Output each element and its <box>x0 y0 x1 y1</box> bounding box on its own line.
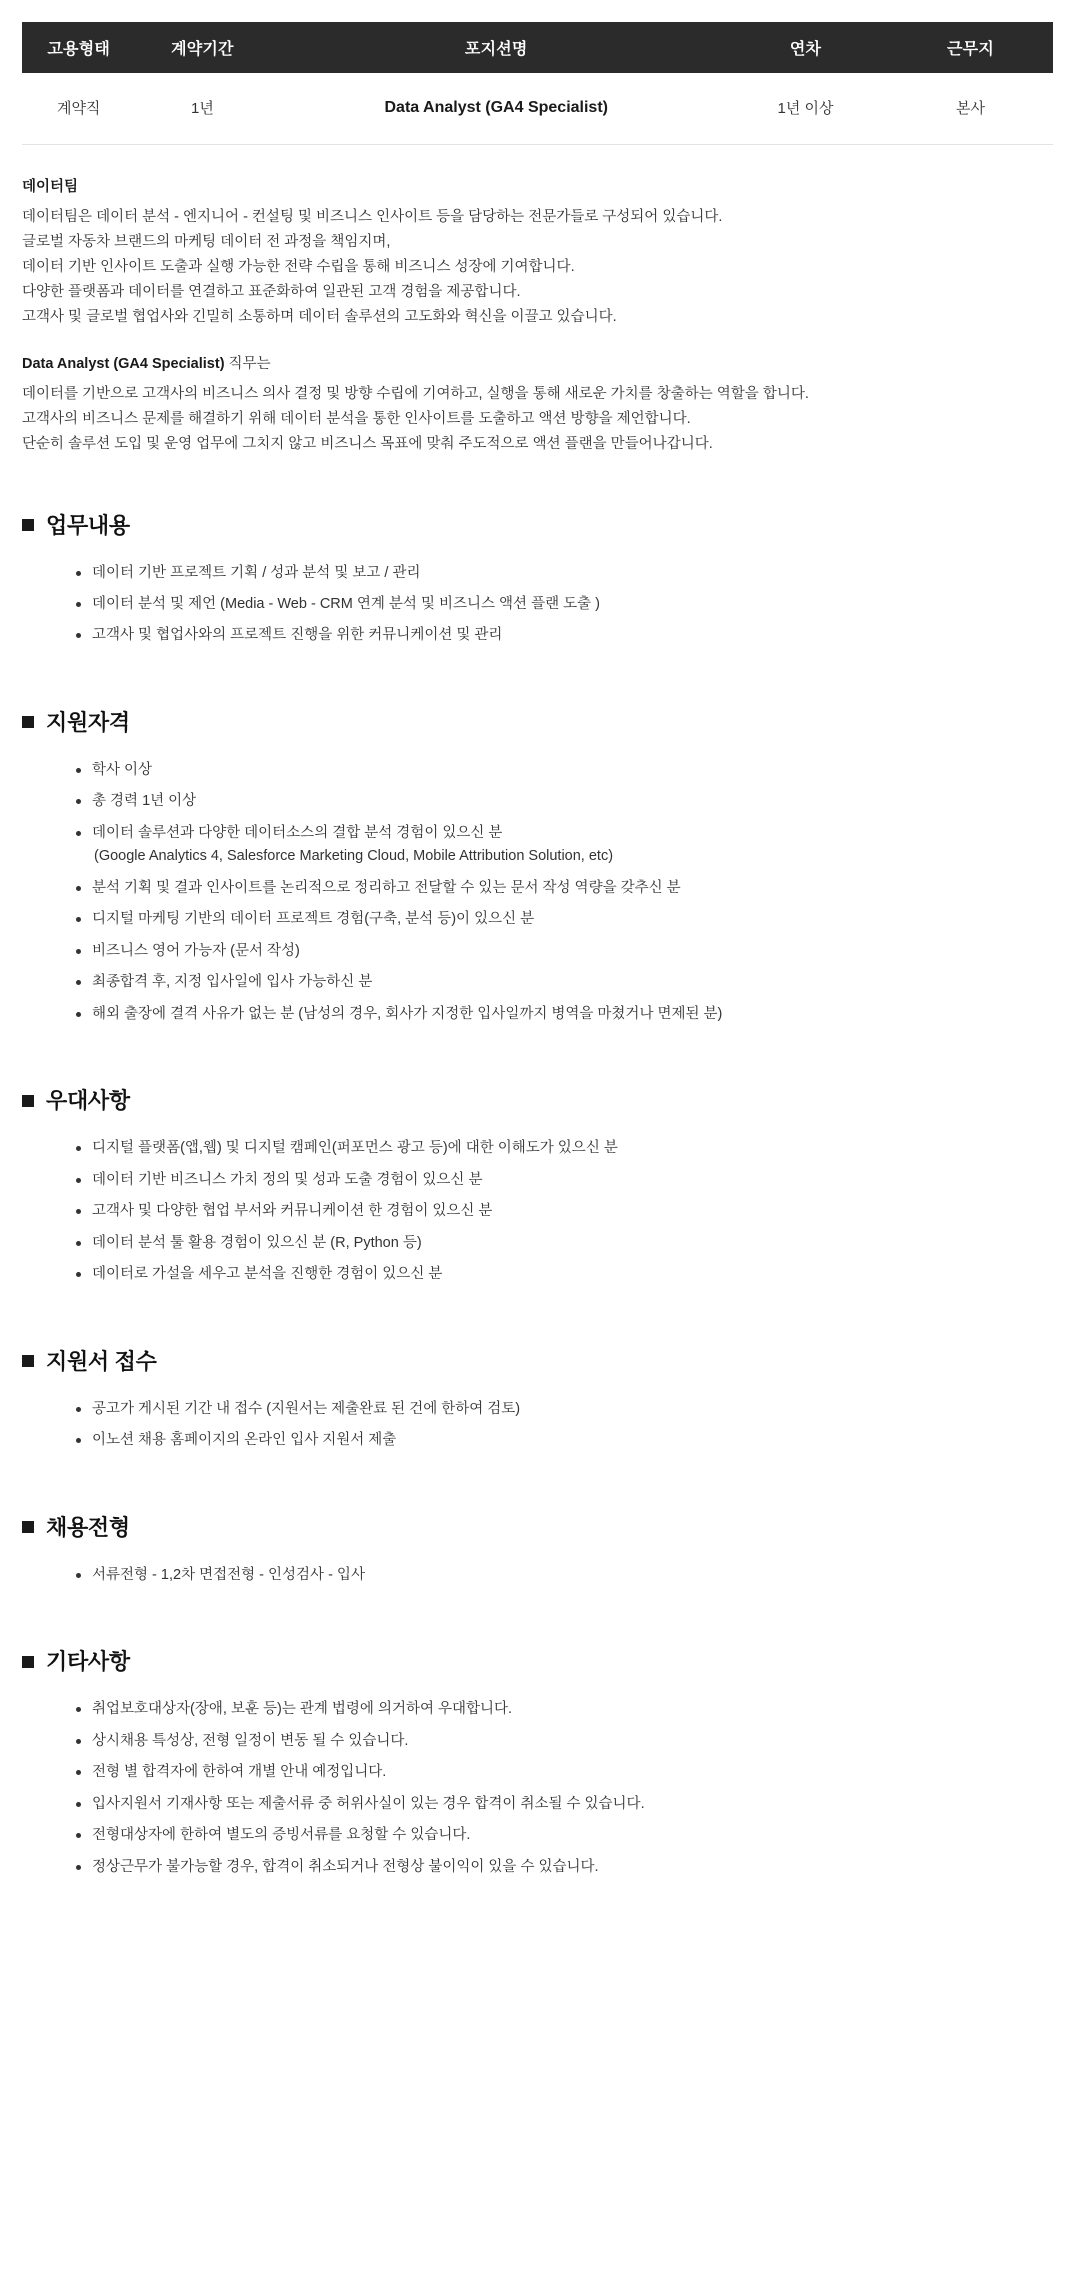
intro-spacer <box>22 330 1053 352</box>
list-item: 데이터 기반 비즈니스 가치 정의 및 성과 도출 경험이 있으신 분 <box>76 1169 1053 1192</box>
list-item: 분석 기획 및 결과 인사이트를 논리적으로 정리하고 전달할 수 있는 문서 작성 역량을 갖추신 분 <box>76 877 1053 900</box>
section-title-text: 기타사항 <box>46 1649 130 1675</box>
list-item: 정상근무가 불가능할 경우, 합격이 취소되거나 전형상 불이익이 있을 수 있습니다. <box>76 1856 1053 1879</box>
role-line-2: 고객사의 비즈니스 문제를 해결하기 위해 데이터 분석을 통한 인사이트를 도출하고 액션 방향을 제언합니다. <box>22 410 691 427</box>
list-item: 데이터 분석 툴 활용 경험이 있으신 분 (R, Python 등) <box>76 1232 1053 1255</box>
section-duties <box>22 509 1053 648</box>
role-line-1: 데이터를 기반으로 고객사의 비즈니스 의사 결정 및 방향 수립에 기여하고, 실행을 통해 새로운 가치를 창출하는 역할을 합니다. <box>22 385 809 402</box>
list-item: 총 경력 1년 이상 <box>76 790 1053 813</box>
section-title-text: 지원서 접수 <box>46 1348 157 1374</box>
list-item: 서류전형 - 1,2차 면접전형 - 인성검사 - 입사 <box>76 1564 1053 1587</box>
role-heading <box>22 352 1053 373</box>
list-item: 고객사 및 협업사와의 프로젝트 진행을 위한 커뮤니케이션 및 관리 <box>76 624 1053 647</box>
section-title-text: 채용전형 <box>46 1514 130 1540</box>
duties-list <box>22 562 1053 648</box>
section-heading-preferred <box>22 1084 1053 1115</box>
square-bullet-icon <box>22 1355 34 1367</box>
list-item: 상시채용 특성상, 전형 일정이 변동 될 수 있습니다. <box>76 1730 1053 1753</box>
section-notes <box>22 1645 1053 1879</box>
col-header-experience: 연차 <box>723 22 888 73</box>
list-item: 최종합격 후, 지정 입사일에 입사 가능하신 분 <box>76 971 1053 994</box>
section-process <box>22 1511 1053 1587</box>
section-title-text: 지원자격 <box>46 709 130 735</box>
section-heading-notes <box>22 1645 1053 1676</box>
team-line-2: 글로벌 자동차 브랜드의 마케팅 데이터 전 과정을 책임지며, <box>22 233 391 250</box>
list-item: 공고가 게시된 기간 내 접수 (지원서는 제출완료 된 건에 한하여 검토) <box>76 1398 1053 1421</box>
team-line-1: 데이터팀은 데이터 분석 - 엔지니어 - 컨설팅 및 비즈니스 인사이트 등을 담당하는 전문가들로 구성되어 있습니다. <box>22 209 723 225</box>
list-item-text: 데이터 솔루션과 다양한 데이터소스의 결합 분석 경험이 있으신 분 <box>92 824 503 841</box>
section-heading-qualifications <box>22 706 1053 737</box>
list-item: 해외 출장에 결격 사유가 없는 분 (남성의 경우, 회사가 지정한 입사일까지 병역을 마쳤거나 면제된 분) <box>76 1003 1053 1026</box>
cell-position: Data Analyst (GA4 Specialist) <box>269 73 723 145</box>
section-qualifications <box>22 706 1053 1026</box>
role-title-suffix: 직무는 <box>224 355 271 372</box>
team-title: 데이터팀 <box>22 179 79 195</box>
summary-table <box>22 22 1053 145</box>
square-bullet-icon <box>22 1095 34 1107</box>
process-list <box>22 1564 1053 1587</box>
list-item: 데이터 기반 프로젝트 기획 / 성과 분석 및 보고 / 관리 <box>76 562 1053 585</box>
col-header-location: 근무지 <box>888 22 1053 73</box>
summary-table-body <box>22 73 1053 145</box>
list-item: 전형대상자에 한하여 별도의 증빙서류를 요청할 수 있습니다. <box>76 1824 1053 1847</box>
table-header-row <box>22 22 1053 73</box>
list-item <box>76 822 1053 869</box>
intro-block <box>0 145 1075 457</box>
summary-table-head <box>22 22 1053 73</box>
square-bullet-icon <box>22 1656 34 1668</box>
section-heading-application <box>22 1345 1053 1376</box>
team-line-3: 데이터 기반 인사이트 도출과 실행 가능한 전략 수립을 통해 비즈니스 성장에 기여합니다. <box>22 258 575 275</box>
list-item: 디지털 마케팅 기반의 데이터 프로젝트 경험(구축, 분석 등)이 있으신 분 <box>76 908 1053 931</box>
list-item: 비즈니스 영어 가능자 (문서 작성) <box>76 940 1053 963</box>
square-bullet-icon <box>22 1521 34 1533</box>
list-item-subnote: (Google Analytics 4, Salesforce Marketing Cloud, Mobile Attribution Solution, etc) <box>94 848 614 865</box>
cell-employment-type: 계약직 <box>22 73 135 145</box>
preferred-list <box>22 1137 1053 1286</box>
sections-container <box>0 457 1075 1920</box>
table-row <box>22 73 1053 145</box>
list-item: 디지털 플랫폼(앱,웹) 및 디지털 캠페인(퍼포먼스 광고 등)에 대한 이해도가 있으신 분 <box>76 1137 1053 1160</box>
list-item: 전형 별 합격자에 한하여 개별 안내 예정입니다. <box>76 1761 1053 1784</box>
list-item: 고객사 및 다양한 협업 부서와 커뮤니케이션 한 경험이 있으신 분 <box>76 1200 1053 1223</box>
team-line-5: 고객사 및 글로벌 협업사와 긴밀히 소통하며 데이터 솔루션의 고도화와 혁신을 이끌고 있습니다. <box>22 308 617 325</box>
section-application <box>22 1345 1053 1453</box>
square-bullet-icon <box>22 716 34 728</box>
team-line-4: 다양한 플랫폼과 데이터를 연결하고 표준화하여 일관된 고객 경험을 제공합니다. <box>22 283 521 300</box>
cell-location: 본사 <box>888 73 1053 145</box>
section-title-text: 업무내용 <box>46 512 130 538</box>
section-heading-process <box>22 1511 1053 1542</box>
role-title: Data Analyst (GA4 Specialist) <box>22 355 225 372</box>
section-preferred <box>22 1084 1053 1286</box>
list-item: 취업보호대상자(장애, 보훈 등)는 관계 법령에 의거하여 우대합니다. <box>76 1698 1053 1721</box>
section-heading-duties <box>22 509 1053 540</box>
notes-list <box>22 1698 1053 1879</box>
list-item: 학사 이상 <box>76 759 1053 782</box>
application-list <box>22 1398 1053 1453</box>
list-item: 입사지원서 기재사항 또는 제출서류 중 허위사실이 있는 경우 합격이 취소될 수 있습니다. <box>76 1793 1053 1816</box>
col-header-position: 포지션명 <box>269 22 723 73</box>
square-bullet-icon <box>22 519 34 531</box>
col-header-employment-type: 고용형태 <box>22 22 135 73</box>
cell-experience: 1년 이상 <box>723 73 888 145</box>
summary-table-wrap <box>0 0 1075 145</box>
qualifications-list <box>22 759 1053 1026</box>
list-item: 이노션 채용 홈페이지의 온라인 입사 지원서 제출 <box>76 1429 1053 1452</box>
col-header-contract-period: 계약기간 <box>135 22 269 73</box>
list-item: 데이터로 가설을 세우고 분석을 진행한 경험이 있으신 분 <box>76 1263 1053 1286</box>
role-line-3: 단순히 솔루션 도입 및 운영 업무에 그치지 않고 비즈니스 목표에 맞춰 주도적으로 액션 플랜을 만들어나갑니다. <box>22 435 713 452</box>
list-item: 데이터 분석 및 제언 (Media - Web - CRM 연계 분석 및 비즈니스 액션 플랜 도출 ) <box>76 593 1053 616</box>
cell-contract-period: 1년 <box>135 73 269 145</box>
section-title-text: 우대사항 <box>46 1088 130 1114</box>
